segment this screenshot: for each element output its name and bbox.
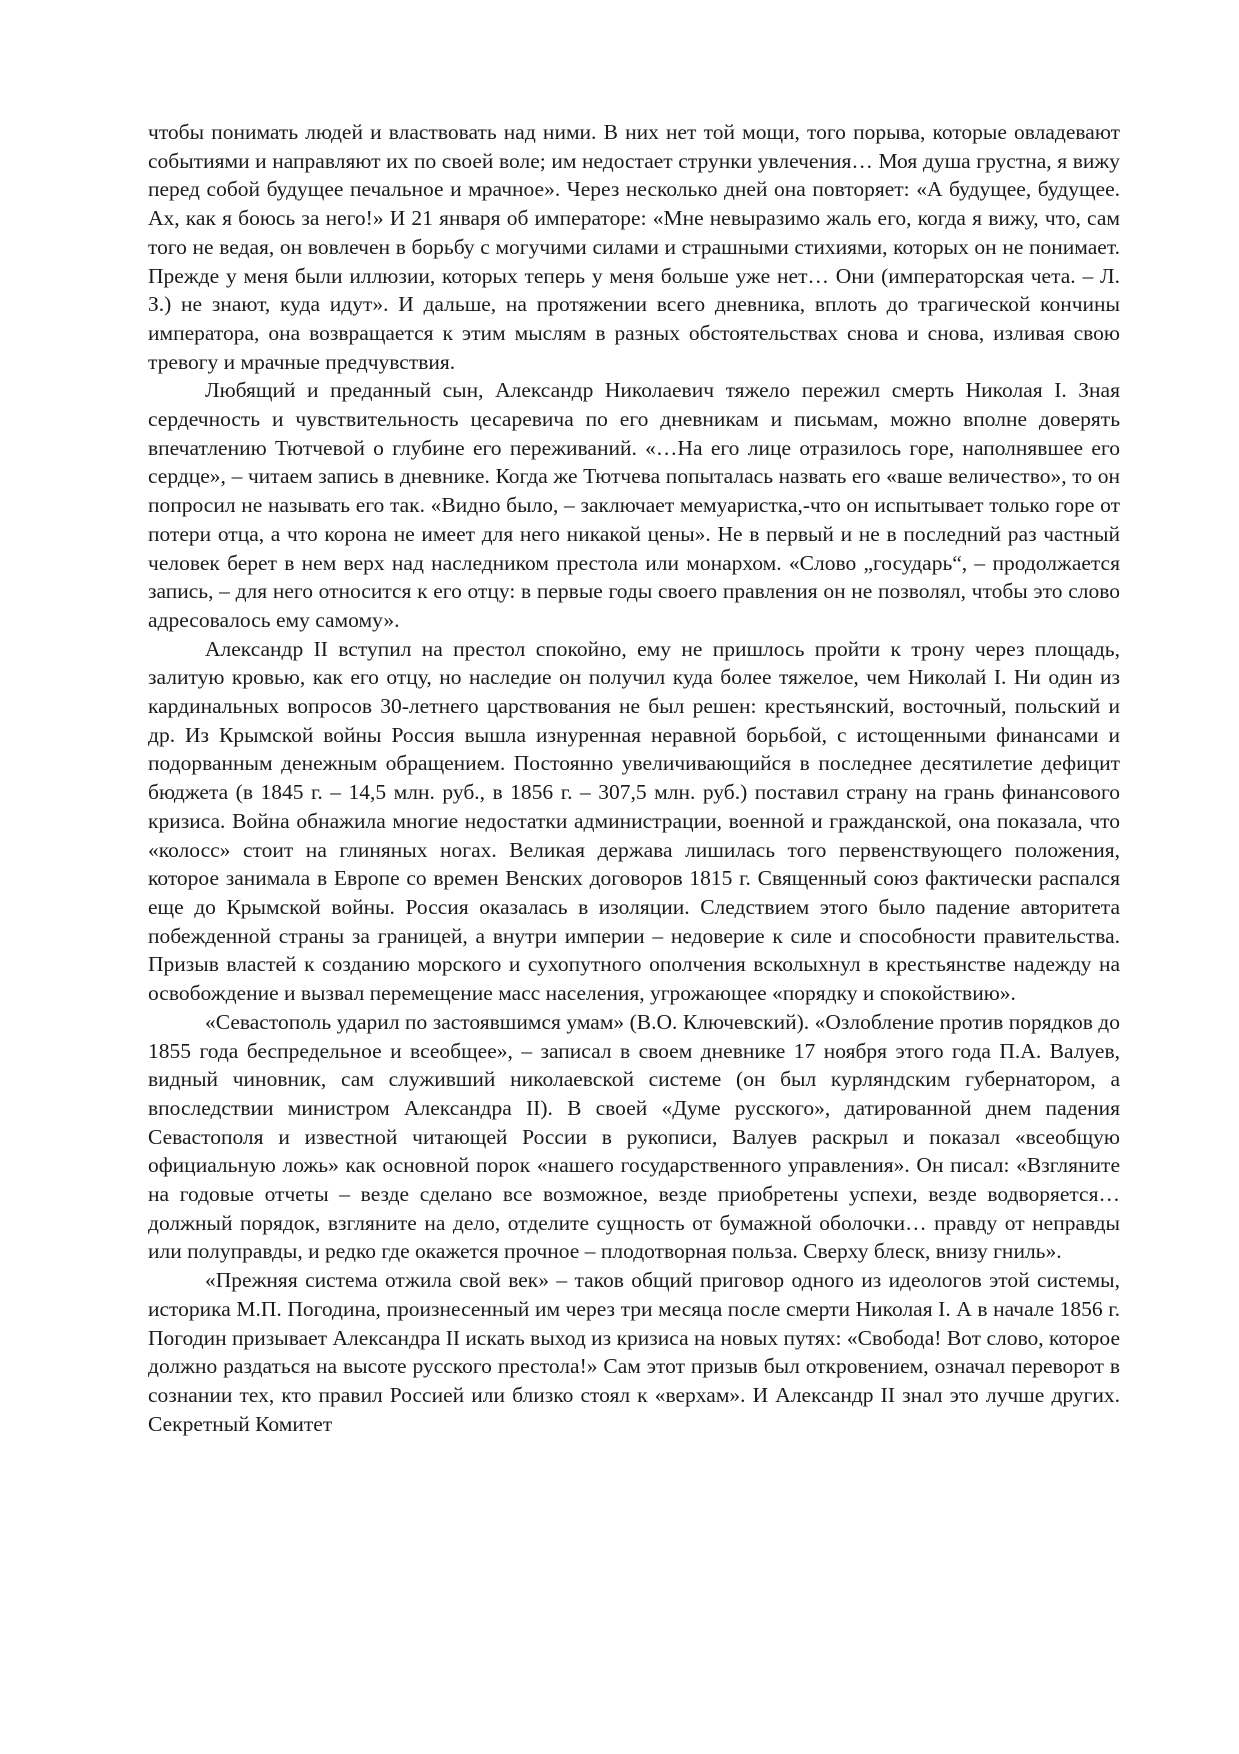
paragraph-2: Любящий и преданный сын, Александр Николаевич тяжело пережил смерть Николая I. Зная сердечность и чувствительность цесаревича по его дневникам и письмам, можно вполне доверять впечатлению Тютчевой о глубине его переживаний. «…На его лице отразилось горе, наполнявшее его сердце», – читаем запись в дневнике. Когда же Тютчева попыталась назвать его «ваше величество», то он попросил не называть его так. «Видно было, – заключает мемуаристка,-что он испытывает только горе от потери отца, а что корона не имеет для него никакой цены». Не в первый и не в последний раз частный человек берет в нем верх над наследником престола или монархом. «Слово „государь“, – продолжается запись, – для него относится к его отцу: в первые годы своего правления он не позволял, чтобы это слово адресовалось ему самому». [148,378,1120,632]
paragraph-3: Александр II вступил на престол спокойно, ему не пришлось пройти к трону через площадь, залитую кровью, как его отцу, но наследие он получил куда более тяжелое, чем Николай I. Ни один из кардинальных вопросов 30-летнего царствования не был решен: крестьянский, восточный, польский и др. Из Крымской войны Россия вышла изнуренная неравной борьбой, с истощенными финансами и подорванным денежным обращением. Постоянно увеличивающийся в последнее десятилетие дефицит бюджета (в 1845 г. – 14,5 млн. руб., в 1856 г. – 307,5 млн. руб.) поставил страну на грань финансового кризиса. Война обнажила многие недостатки администрации, военной и гражданской, она показала, что «колосс» стоит на глиняных ногах. Великая держава лишилась того первенствующего положения, которое занимала в Европе со времен Венских договоров 1815 г. Священный союз фактически распался еще до Крымской войны. Россия оказалась в изоляции. Следствием этого было падение авторитета побежденной страны за границей, а внутри империи – недоверие к силе и способности правительства. Призыв властей к созданию морского и сухопутного ополчения всколыхнул в крестьянстве надежду на освобождение и вызвал перемещение масс населения, угрожающее «порядку и спокойствию». [148,636,1120,1006]
document-page [148,118,1120,1438]
paragraph-4: «Севастополь ударил по застоявшимся умам» (В.О. Ключевский). «Озлобление против порядков до 1855 года беспредельное и всеобщее», – записал в своем дневнике 17 ноября этого года П.А. Валуев, видный чиновник, сам служивший николаевской системе (он был курляндским губернатором, а впоследствии министром Александра II). В своей «Думе русского», датированной днем падения Севастополя и известной читающей России в рукописи, Валуев раскрыл и показал «всеобщую официальную ложь» как основной порок «нашего государственного управления». Он писал: «Взгляните на годовые отчеты – везде сделано все возможное, везде приобретены успехи, везде водворяется… должный порядок, взгляните на дело, отделите сущность от бумажной оболочки… правду от неправды или полуправды, и редко где окажется прочное – плодотворная польза. Сверху блеск, внизу гниль». [148,1009,1120,1264]
paragraph-1: чтобы понимать людей и властвовать над ними. В них нет той мощи, того порыва, которые овладевают событиями и направляют их по своей воле; им недостает струнки увлечения… Моя душа грустна, я вижу перед собой будущее печальное и мрачное». Через несколько дней она повторяет: «А будущее, будущее. Ах, как я боюсь за него!» И 21 января об императоре: «Мне невыразимо жаль его, когда я вижу, что, сам того не ведая, он вовлечен в борьбу с могучими силами и страшными стихиями, которых он не понимает. Прежде у меня были иллюзии, которых теперь у меня больше уже нет… Они (императорская чета. – Л. З.) не знают, куда идут». И дальше, на протяжении всего дневника, вплоть до трагической кончины императора, она возвращается к этим мыслям в разных обстоятельствах снова и снова, изливая свою тревогу и мрачные предчувствия. [148,120,1120,374]
paragraph-5: «Прежняя система отжила свой век» – таков общий приговор одного из идеологов этой системы, историка М.П. Погодина, произнесенный им через три месяца после смерти Николая I. А в начале 1856 г. Погодин призывает Александра II искать выход из кризиса на новых путях: «Свобода! Вот слово, которое должно раздаться на высоте русского престола!» Сам этот призыв был откровением, означал переворот в сознании тех, кто правил Россией или близко стоял к «верхам». И Александр II знал это лучше других. Секретный Комитет [148,1268,1120,1436]
